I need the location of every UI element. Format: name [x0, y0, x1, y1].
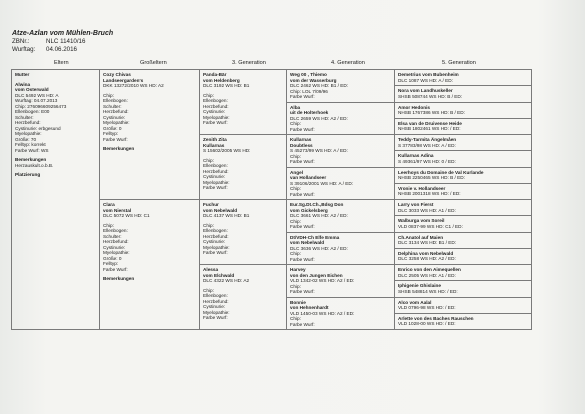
gen3-detail-line: Herzbefund: [203, 233, 229, 239]
gen3-detail-line: Cystinurie: [203, 174, 226, 179]
gen5-name: Enrico von den Aimequellen [398, 267, 461, 272]
gen3-kennel: vom Nebelwald [203, 207, 238, 213]
gen4-kennel: uit de Holterhoek [290, 110, 329, 115]
gen3-detail-line: Cystinurie: [203, 109, 226, 114]
gen5-cell [395, 216, 532, 232]
gen5-name: Nora vom Landhuskeller [398, 88, 453, 94]
gen5-reg: DLC 3258 WS HD: A2 / ED: [398, 256, 456, 262]
grandparent-name: Cozy Chivas [103, 72, 131, 77]
gen5-reg: DLC 2505 WS HD: A1 / ED: [398, 272, 456, 278]
gen3-detail-line: Chip: [203, 92, 214, 98]
gen5-cell [395, 232, 532, 248]
gen3-reg: DLC 4137 WS HD: B1 [203, 213, 250, 218]
gen5-name: Elsa van de Druivense Heide [398, 120, 462, 126]
gen3-name: Alessa [203, 267, 219, 272]
gen4-detail-line: Farbe Wurf: [290, 256, 315, 262]
mother-detail-line: Ellenbogen: E00 [15, 109, 50, 114]
gen3-cell [200, 200, 287, 265]
mother-detail-line: Schulter: [15, 114, 34, 120]
gen3-detail-line: Ellenbogen: [203, 163, 228, 168]
grandparent-details [103, 93, 196, 143]
gen3-reg: DLC 3192 WS HD: B1 [203, 83, 250, 88]
gen5-reg: S 49361/97 WS HD: 0 / ED: [398, 158, 456, 164]
grandparent-bemerkungen [103, 276, 196, 282]
gen3-detail-line: Myelopathie: [203, 114, 230, 120]
gen5-reg: NHSB 2001318 WS HD: / ED: [398, 191, 461, 197]
gen5-cell [395, 183, 532, 199]
gen5-cell [395, 248, 532, 264]
gen5-cell [395, 118, 532, 134]
gen4-cell [287, 70, 395, 103]
gen4-detail-line: Chip: [290, 153, 301, 159]
gen5-name: Demetrius vom Bubenheim [398, 72, 459, 77]
gen5-cell [395, 167, 532, 183]
gen5-name: Teddy-Tarmita Ängelmåen [398, 137, 457, 142]
gen4-detail-line: Chip: [290, 218, 301, 224]
gen5-cell [395, 70, 532, 86]
gen4-detail-line: Farbe Wurf: [290, 94, 315, 99]
gen3-detail-line: Herzbefund: [203, 298, 229, 304]
gen5-cell [395, 135, 532, 151]
column-header-eltern: Eltern [54, 60, 69, 66]
gen5-cell [395, 297, 532, 313]
column-header-grosseltern: Großeltern [140, 60, 167, 66]
zbnr-row [12, 38, 113, 45]
grandparent-detail-line: Chip: [103, 222, 114, 228]
gen3-detail-line: Myelopathie: [203, 244, 230, 250]
gen4-cell [287, 102, 395, 135]
mother-detail-line: DLC 5492 WS HD: A [15, 92, 59, 98]
gen4-cell [287, 135, 395, 168]
grandparent-bemerkungen [103, 146, 196, 152]
gen3-name: Zenith Zita [203, 137, 227, 142]
gen3-details [203, 288, 283, 321]
gen4-detail-line: Farbe Wurf: [290, 159, 315, 164]
gen3-detail-line: Farbe Wurf: [203, 185, 228, 190]
gen3-detail-line: Farbe Wurf: [203, 120, 228, 125]
gen5-reg: NHSB 2250465 WS HD: B / ED: [398, 175, 465, 180]
gen5-cell [395, 151, 532, 167]
gen3-details [203, 93, 283, 126]
bemerkungen-label: Bemerkungen [15, 157, 47, 162]
gen4-name: Kullarnas [290, 137, 312, 142]
gen3-detail-line: Herzbefund: [203, 103, 229, 109]
gen5-name: Ch.Anatol auf Maien [398, 234, 444, 240]
mother-details-block [15, 82, 96, 154]
grandparent-detail-line: Cystinurie: [103, 244, 126, 250]
dog-name-title: Atze-Azlan vom Mühlen-Bruch [12, 30, 114, 37]
grandparent-detail-line: Myelopathie: [103, 120, 130, 125]
gen3-detail-line: Cystinurie: [203, 239, 226, 244]
grandparent-detail-line: Größe: 0 [103, 125, 122, 131]
grandparent-detail-line: Cystinurie: [103, 114, 126, 120]
grandparent-detail-line: Schulter: [103, 103, 122, 109]
gen3-kennel: vom Elchwald [203, 272, 235, 278]
gen5-cell [395, 86, 532, 102]
zbnr-value: NLC 11410/16 [46, 38, 86, 46]
gen5-reg: VLD 0796-98 WS HD: / ED: [398, 305, 456, 310]
mother-detail-line: Cystinurie: erbgesund [15, 125, 61, 131]
gen4-detail-line: Chip: [290, 283, 301, 289]
gen4-detail-line: Farbe Wurf: [290, 126, 315, 132]
gen4-detail-line: Chip: [290, 316, 301, 321]
grandparent-detail-line: Farbe Wurf: [103, 266, 128, 272]
gen3-reg: DLC 4322 WS HD: A2 [203, 278, 250, 283]
mother-detail-line: Felltyp: korrekt [15, 142, 46, 147]
gen5-reg: SHSB 548814 WS HD: / ED: [398, 288, 458, 294]
gen5-name: Alco vom Aalal [398, 299, 432, 305]
grandparent-name: Clara [103, 202, 115, 207]
gen4-name: Angel [290, 169, 304, 175]
gen4-kennel: von Hehnenhardt [290, 305, 329, 310]
gen4-detail-line: Farbe Wurf: [290, 191, 315, 197]
gen5-cell [395, 200, 532, 216]
gen4-detail-line: Farbe Wurf: [290, 224, 315, 229]
grandparent-detail-line: Felltyp: [103, 261, 119, 266]
document-header [12, 30, 113, 53]
gen4-name: Bonnie [290, 299, 306, 305]
mother-bemerkungen-block [15, 157, 96, 168]
gen3-detail-line: Chip: [203, 222, 214, 228]
gen4-reg: S 45273/99 WS HD: A / ED: [290, 148, 348, 153]
column-header-gen5: 5. Generation [442, 60, 476, 66]
mother-detail-line: Chip: 276096609256473 [15, 103, 67, 109]
gen3-details [203, 223, 283, 256]
gen3-kennel: vom Heldenberg [203, 77, 240, 83]
gen5-cell [395, 313, 532, 329]
bemerkungen-text: Herzauskult.o.b.B. [15, 162, 54, 168]
gen5-name: Larry von Fierst [398, 202, 434, 207]
platzierung-label: Platzierung [15, 172, 41, 177]
mother-name: Alwina [15, 81, 31, 87]
gen5-cell [395, 281, 532, 297]
bemerkungen-label: Bemerkungen [103, 276, 135, 281]
wurftag-value: 04.06.2016 [46, 45, 77, 53]
mother-cell [12, 70, 100, 330]
gen4-name: Weg 00 , Thiemo [290, 72, 327, 77]
gen4-kennel: vom Nebelwald [290, 240, 325, 245]
gen5-name: Amor Hedonis [398, 104, 431, 110]
gen5-reg: DLC 1087 WS HD: A / ED: [398, 77, 453, 83]
gen3-name: Panda-Bär [203, 72, 227, 77]
gen5-reg: SHSB 508744 WS HD: B / ED: [398, 93, 463, 99]
gen4-reg: DLC 3661 WS HD: A2 / ED: [290, 213, 348, 218]
gen5-name: Kullarnas Adina [398, 153, 434, 159]
gen4-name: Alba [290, 104, 301, 110]
gen3-cell [200, 265, 287, 330]
gen4-cell [287, 200, 395, 233]
grandparent-detail-line: Myelopathie: [103, 250, 130, 255]
grandparent-kennel: vom Nierstal [103, 207, 132, 213]
gen5-cell [395, 265, 532, 281]
gen4-cell [287, 232, 395, 265]
column-header-gen3: 3. Generation [232, 60, 266, 66]
gen4-detail-line: Chip: [290, 251, 301, 256]
grandparent-detail-line: Ellenbogen: [103, 98, 128, 103]
gen3-detail-line: Ellenbogen: [203, 98, 228, 103]
gen3-detail-line: Farbe Wurf: [203, 250, 228, 255]
mother-detail-line: Myelopathie: [15, 131, 42, 136]
gen3-detail-line: Farbe Wurf: [203, 315, 228, 320]
zbnr-label: ZBNr.: [12, 38, 30, 46]
mother-detail-line: Größe: 70 [15, 136, 37, 142]
gen4-name: Dt/VDH-Ch Elfe Emma [290, 234, 340, 240]
gen5-reg: NHSB 1802461 WS HD: / ED: [398, 126, 461, 132]
gen4-reg: DLC 3636 WS HD: A2 / ED: [290, 245, 348, 251]
grandparent-cell [100, 200, 200, 330]
gen4-kennel: vom Gickelsberg [290, 207, 328, 213]
gen5-name: Iphigenie Ghislaine [398, 283, 441, 289]
grandparent-detail-line: Schulter: [103, 233, 122, 239]
grandparent-details [103, 223, 196, 273]
gen5-name: Arlette von des Baches Rauschen [398, 315, 474, 321]
gen4-cell [287, 297, 395, 330]
grandparent-reg: DLC 5072 WS HD: C1 [103, 213, 150, 218]
gen4-reg: DLC 2659 WS HD: A2 / ED: [290, 115, 348, 121]
gen5-reg: DLC 3033 WS HD: A1 / ED: [398, 207, 456, 213]
gen3-cell [200, 135, 287, 200]
grandparent-detail-line: Größe: 0 [103, 255, 122, 261]
gen3-detail-line: Ellenbogen: [203, 293, 228, 298]
gen4-detail-line: Farbe Wurf: [290, 321, 315, 327]
gen4-kennel: van Hollandseer [290, 175, 327, 180]
gen5-reg: DLC 3134 WS HD: B1 / ED: [398, 240, 457, 245]
grandparent-cell [100, 70, 200, 200]
gen4-kennel: von den Jungen Eichen [290, 272, 343, 278]
grandparent-detail-line: Herzbefund: [103, 239, 129, 244]
column-header-gen4: 4. Generation [331, 60, 365, 66]
gen3-cell [200, 70, 287, 135]
gen3-detail-line: Chip: [203, 157, 214, 163]
gen4-reg: S 39106/2001 WS HD: A / ED: [290, 180, 354, 186]
gen3-detail-line: Chip: [203, 287, 214, 293]
gen4-detail-line: Farbe Wurf: [290, 289, 315, 294]
mother-detail-line: Herzbefund: [15, 120, 41, 125]
grandparent-reg: DKK 13272/2010 WS HD: A2 [103, 83, 164, 88]
gen4-name: Eur.Sg.Dt.Ch.,Bdsg Don [290, 202, 344, 207]
grandparent-detail-line: Herzbefund: [103, 109, 129, 114]
grandparent-detail-line: Farbe Wurf: [103, 136, 128, 142]
mother-kennel: vom Osterwald [15, 87, 49, 92]
gen5-name: Delphina vom Nebelwald [398, 250, 454, 256]
gen4-cell [287, 167, 395, 200]
platzierung-block [15, 172, 96, 178]
mother-detail-line: Wurftag: 04.07.2013 [15, 98, 58, 103]
gen4-detail-line: Chip: [290, 121, 301, 126]
grandparent-kennel: Landseergarden's [103, 77, 144, 83]
gen5-reg: VLD 1028-00 WS HD: / ED: [398, 321, 456, 327]
gen4-kennel: vom der Wasserburg [290, 77, 337, 83]
gen3-detail-line: Myelopathie: [203, 309, 230, 315]
gen4-detail-line: Chip: LOL 7/09/96 [290, 88, 328, 94]
gen4-kennel: Doubtless [290, 142, 313, 148]
gen5-reg: NHSB 1767386 WS HD: B / ED: [398, 110, 465, 115]
gen3-detail-line: Cystinurie: [203, 304, 226, 309]
gen5-name: Leerhoys du Domaine de Val Kurlande [398, 169, 484, 175]
wurftag-label: Wurftag: [12, 45, 36, 53]
gen5-reg: VLD 0837-99 WS HD: C1 / ED: [398, 223, 463, 229]
gen4-name: Harvey [290, 267, 306, 272]
pedigree-table [11, 69, 532, 330]
mother-label: Mutter [15, 72, 30, 77]
gen4-reg: VLD 1342-02 WS HD: A2 / ED: [290, 278, 355, 283]
gen3-kennel: Kullarnas [203, 142, 225, 148]
mother-detail-line: Farbe Wurf: WS [15, 147, 49, 153]
gen5-name: Vronie v. Hollandseer [398, 185, 446, 191]
gen4-reg: DLC 2462 WS HD: B1 / ED: [290, 83, 349, 88]
gen3-reg: S 15602/2005 WS HD: [203, 148, 251, 153]
gen4-cell [287, 265, 395, 298]
gen5-cell [395, 102, 532, 118]
gen5-reg: S 37783/98 WS HD: A / ED: [398, 142, 456, 148]
grandparent-detail-line: Chip: [103, 92, 114, 98]
gen3-details [203, 158, 283, 191]
gen3-detail-line: Myelopathie: [203, 179, 230, 185]
gen3-name: Fuchur [203, 202, 219, 207]
gen3-detail-line: Ellenbogen: [203, 228, 228, 233]
bemerkungen-label: Bemerkungen [103, 146, 135, 151]
wurftag-row [12, 46, 113, 53]
grandparent-detail-line: Ellenbogen: [103, 228, 128, 233]
gen3-detail-line: Herzbefund: [203, 168, 229, 174]
gen4-reg: VLD 1450-03 WS HD: A2 / ED: [290, 310, 355, 316]
gen4-detail-line: Chip: [290, 186, 301, 191]
gen5-name: Walburga vom Soreil [398, 218, 445, 224]
grandparent-detail-line: Felltyp: [103, 131, 119, 136]
